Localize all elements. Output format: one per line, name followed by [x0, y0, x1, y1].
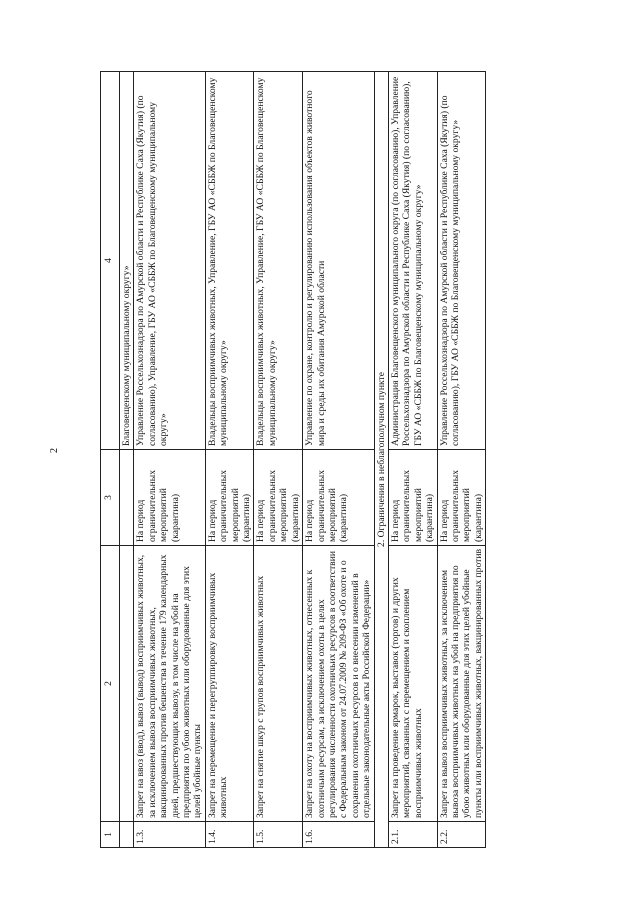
cell-period: На период ограничительных мероприятий (карантина)	[437, 450, 486, 546]
cell-number: 1.5.	[254, 822, 303, 848]
header-col-4: 4	[101, 72, 120, 450]
table-row	[437, 72, 486, 848]
header-row	[101, 72, 120, 848]
cell-measure: Запрет на ввоз (ввод), вывоз (вывод) восприимчивых животных, за исключением вывоза восприимчивых животных, вакцинированных против бешенства в течение 179 календарных дней, предшествующих вывозу, в том числе на убой на предприятия по убою животных или оборудованные для этих целей убойные пункты	[134, 546, 205, 822]
cell	[120, 822, 134, 848]
restrictions-table	[100, 71, 486, 848]
cell	[120, 450, 134, 546]
table-row	[205, 72, 254, 848]
table-row	[388, 72, 437, 848]
cell-period: На период ограничительных мероприятий (карантина)	[303, 450, 374, 546]
table-row	[254, 72, 303, 848]
cell-number: 1.6.	[303, 822, 374, 848]
cell-responsible: Владельцы восприимчивых животных, Управление, ГБУ АО «СББЖ по Благовещенскому муниципальному округу»	[254, 72, 303, 450]
cell-responsible: Управление Россельхознадзора по Амурской области и Республике Саха (Якутия) (по согласованию), Управление, ГБУ АО «СББЖ по Благовещенскому муниципальному округу»	[134, 72, 205, 450]
cell-measure: Запрет на перемещение и перегруппировку восприимчивых животных	[205, 546, 254, 822]
cell-responsible: Администрация Благовещенского муниципального округа (по согласованию), Управление Россельхознадзора по Амурской области и Республике Саха (Якутия) (по согласованию), ГБУ АО «СББЖ по Благовещенскому муниципальному округу»	[388, 72, 437, 450]
cell-number: 2.1.	[388, 822, 437, 848]
cell-period: На период ограничительных мероприятий (карантина)	[134, 450, 205, 546]
header-col-3: 3	[101, 450, 120, 546]
cell-measure: Запрет на вывоз восприимчивых животных, за исключением вывоза восприимчивых животных на убой на предприятия по убою животных или оборудованные для этих целей убойные пункты или восприимчивых животных, вакцинированных против	[437, 546, 486, 822]
cell-period: На период ограничительных мероприятий (карантина)	[388, 450, 437, 546]
cell-responsible: Управление по охране, контролю и регулированию использования объектов животного мира и среды их обитания Амурской области	[303, 72, 374, 450]
cell-measure: Запрет на проведение ярмарок, выставок (торгов) и других мероприятий, связанных с перемещением и скоплением восприимчивых животных	[388, 546, 437, 822]
cell	[120, 546, 134, 822]
cell-number: 1.3.	[134, 822, 205, 848]
header-col-1: 1	[101, 822, 120, 848]
rotated-document	[100, 72, 580, 848]
cell-responsible: Управление Россельхознадзора по Амурской области и Республике Саха (Якутия) (по согласованию), ГБУ АО «СББЖ по Благовещенскому муниципальному округу»	[437, 72, 486, 450]
section-heading-row	[374, 72, 388, 848]
page-number: 2	[49, 448, 60, 453]
continuation-row	[120, 72, 134, 848]
cell-period: На период ограничительных мероприятий (карантина)	[205, 450, 254, 546]
cell-number: 1.4.	[205, 822, 254, 848]
cell-responsible: Владельцы восприимчивых животных, Управление, ГБУ АО «СББЖ по Благовещенскому муниципальному округу»	[205, 72, 254, 450]
cell-measure: Запрет на охоту на восприимчивых животных, отнесенных к охотничьим ресурсам, за исключением охоты в целях регулирования численности охотничьих ресурсов в соответствии с Федеральным законом от 24.07.2009 № 209-ФЗ «Об охоте и о сохранении охотничьих ресурсов и о внесении изменений в отдельные законодательные акты Российской Федерации»	[303, 546, 374, 822]
header-col-2: 2	[101, 546, 120, 822]
table-row	[303, 72, 374, 848]
cell-number: 2.2.	[437, 822, 486, 848]
cell-period: На период ограничительных мероприятий (карантина)	[254, 450, 303, 546]
cell-measure: Запрет на снятие шкур с трупов восприимчивых животных	[254, 546, 303, 822]
table-row	[134, 72, 205, 848]
cell-responsible: Благовещенскому муниципальному округу»	[120, 72, 134, 450]
section-title: 2. Ограничения в неблагополучном пункте	[374, 72, 388, 848]
